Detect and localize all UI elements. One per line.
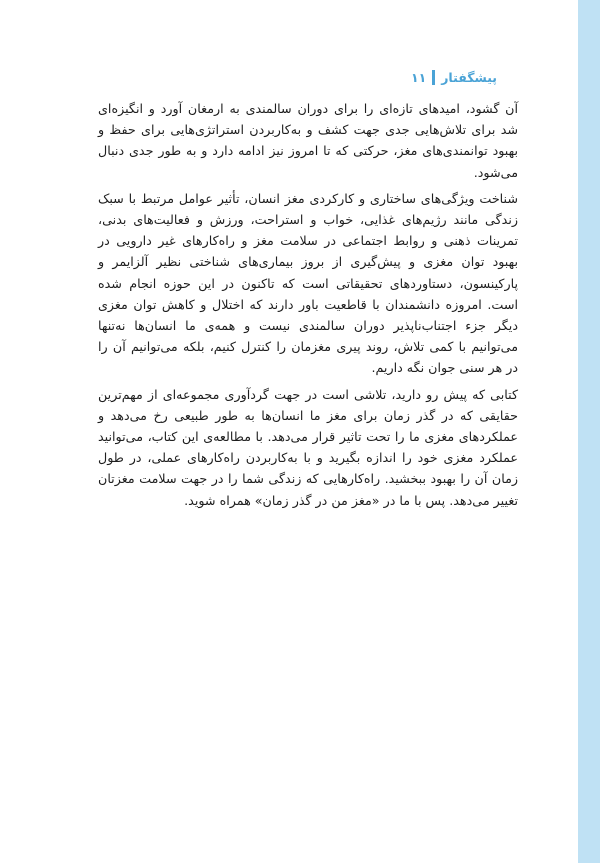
- chapter-title: پیشگفتار: [441, 70, 497, 85]
- page-number: ۱۱: [410, 70, 427, 85]
- side-color-strip: [578, 0, 600, 863]
- paragraph-1: آن گشود، امیدهای تازه‌ای را برای دوران سالمندی به ارمغان آورد و انگیزه‌ای شد برای تلاش‌هایی جدی جهت کشف و به‌کاربردن استراتژی‌هایی برای حفظ و بهبود توانمندی‌های مغز، حرکتی که تا امروز نیز ادامه دارد و به طور جدی دنبال می‌شود.: [98, 101, 518, 180]
- body-text: [98, 98, 518, 516]
- page-header: [411, 70, 497, 85]
- header-divider: [432, 70, 435, 85]
- paragraph-3: کتابی که پیش رو دارید، تلاشی است در جهت گردآوری مجموعه‌ای از مهم‌ترین حقایقی که در گذر زمان برای مغز ما انسان‌ها به طور طبیعی رخ می‌دهد و عملکردهای مغزی ما را تحت تاثیر قرار می‌دهد. با مطالعه‌ی این کتاب، می‌توانید عملکرد مغزی خود را اندازه بگیرید و با به‌کاربردن راه‌کارهای عملی، در طول زمان آن را بهبود ببخشید. راه‌کارهایی که زندگی شما را در جهت سلامت مغزتان تغییر می‌دهد. پس با ما در «مغز من در گذر زمان» همراه شوید.: [98, 386, 518, 508]
- paragraph-2: شناخت ویژگی‌های ساختاری و کارکردی مغز انسان، تأثیر عوامل مرتبط با سبک زندگی مانند رژیم‌های غذایی، خواب و استراحت، ورزش و فعالیت‌های بدنی، تمرینات ذهنی و روابط اجتماعی در سلامت مغز و راه‌کارهای غیر دارویی در بهبود توان مغزی و پیش‌گیری از بروز بیماری‌های شناختی نظیر آلزایمر و پارکینسون، دستاوردهای تحقیقاتی است که تاکنون در این حوزه انجام شده است. امروزه دانشمندان با قاطعیت باور دارند که اختلال و کاهش توان مغزی دیگر جزء اجتناب‌ناپذیر دوران سالمندی نیست و همه‌ی ما انسان‌ها نه‌تنها می‌توانیم با کمی تلاش، روند پیری مغزمان را کنترل کنیم، بلکه می‌توانیم آن را در هر سنی جوان نگه داریم.: [98, 190, 518, 376]
